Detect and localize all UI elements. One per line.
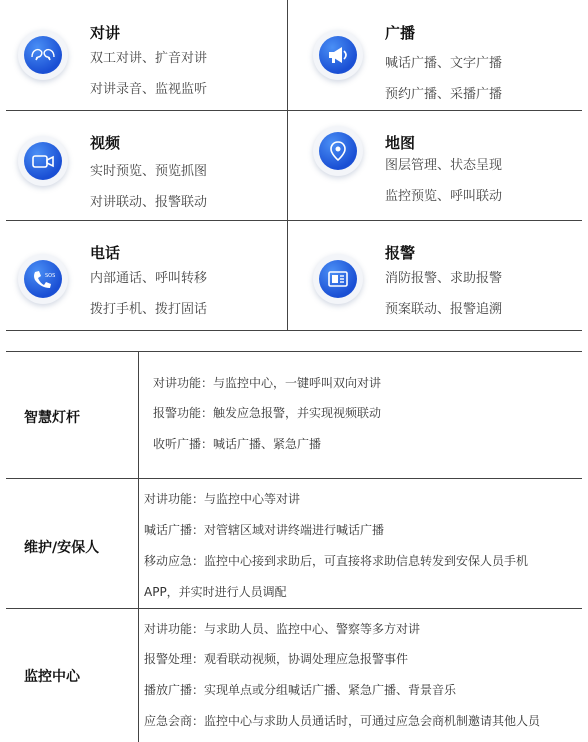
- row-line: 对讲功能：与求助人员、监控中心、警察等多方对讲: [144, 622, 421, 636]
- row-divider: [138, 479, 139, 609]
- grid-divider: [6, 330, 582, 331]
- grid-divider-vertical: [287, 0, 288, 331]
- feature-desc: 消防报警、求助报警: [385, 271, 503, 286]
- row-label: 智慧灯杆: [24, 410, 80, 426]
- feature-video: [6, 110, 287, 220]
- feature-desc: 图层管理、状态呈现: [385, 158, 503, 173]
- svg-text:SOS: SOS: [45, 273, 55, 279]
- feature-title: 报警: [385, 244, 416, 262]
- row-line: 应急会商：监控中心与求助人员通话时，可通过应急会商机制邀请其他人员: [144, 714, 541, 728]
- feature-title: 视频: [90, 134, 121, 152]
- row-divider: [138, 351, 139, 479]
- feature-broadcast: [301, 0, 582, 110]
- row-label: 监控中心: [24, 669, 80, 685]
- feature-desc: 对讲录音、监视监听: [90, 82, 208, 97]
- row-label: 维护/安保人: [24, 540, 100, 556]
- alarm-panel-icon: [313, 254, 363, 304]
- feature-desc: 内部通话、呼叫转移: [90, 271, 208, 286]
- feature-title: 广播: [385, 24, 416, 42]
- feature-desc: 喊话广播、文字广播: [385, 56, 503, 71]
- row-line: 报警处理：观看联动视频，协调处理应急报警事件: [144, 652, 409, 666]
- feature-title: 对讲: [90, 24, 121, 42]
- video-camera-icon: [18, 136, 68, 186]
- feature-grid: [6, 0, 582, 331]
- feature-alarm: [301, 220, 582, 330]
- phone-sos-icon: [18, 254, 68, 304]
- feature-desc: 拨打手机、拨打固话: [90, 302, 208, 317]
- row-line: 对讲功能：与监控中心等对讲: [144, 492, 301, 506]
- table-row: [6, 479, 582, 609]
- feature-title: 地图: [385, 134, 416, 152]
- feature-map: [301, 110, 582, 220]
- feature-desc: 对讲联动、报警联动: [90, 195, 208, 210]
- intercom-icon: [18, 30, 68, 80]
- feature-desc: 双工对讲、扩音对讲: [90, 51, 208, 66]
- map-pin-icon: [313, 126, 363, 176]
- feature-desc: 监控预览、呼叫联动: [385, 189, 503, 204]
- feature-title: 电话: [90, 244, 121, 262]
- table-row: [6, 609, 582, 742]
- row-line: 移动应急：监控中心接到求助后，可直接将求助信息转发到安保人员手机: [144, 554, 529, 568]
- feature-desc: 预案联动、报警追溯: [385, 302, 503, 317]
- row-divider: [138, 609, 139, 742]
- feature-desc: 实时预览、预览抓图: [90, 164, 208, 179]
- megaphone-icon: [313, 30, 363, 80]
- row-line: APP，并实时进行人员调配: [144, 585, 287, 599]
- row-line: 收听广播：喊话广播、紧急广播: [153, 437, 322, 451]
- feature-phone: [6, 220, 287, 330]
- row-line: 对讲功能：与监控中心，一键呼叫双向对讲: [153, 376, 382, 390]
- feature-desc: 预约广播、采播广播: [385, 87, 503, 102]
- feature-intercom: [6, 0, 287, 110]
- row-line: 喊话广播：对管辖区域对讲终端进行喊话广播: [144, 523, 385, 537]
- row-line: 报警功能：触发应急报警，并实现视频联动: [153, 406, 382, 420]
- row-line: 播放广播：实现单点或分组喊话广播、紧急广播、背景音乐: [144, 683, 457, 697]
- table-row: [6, 351, 582, 479]
